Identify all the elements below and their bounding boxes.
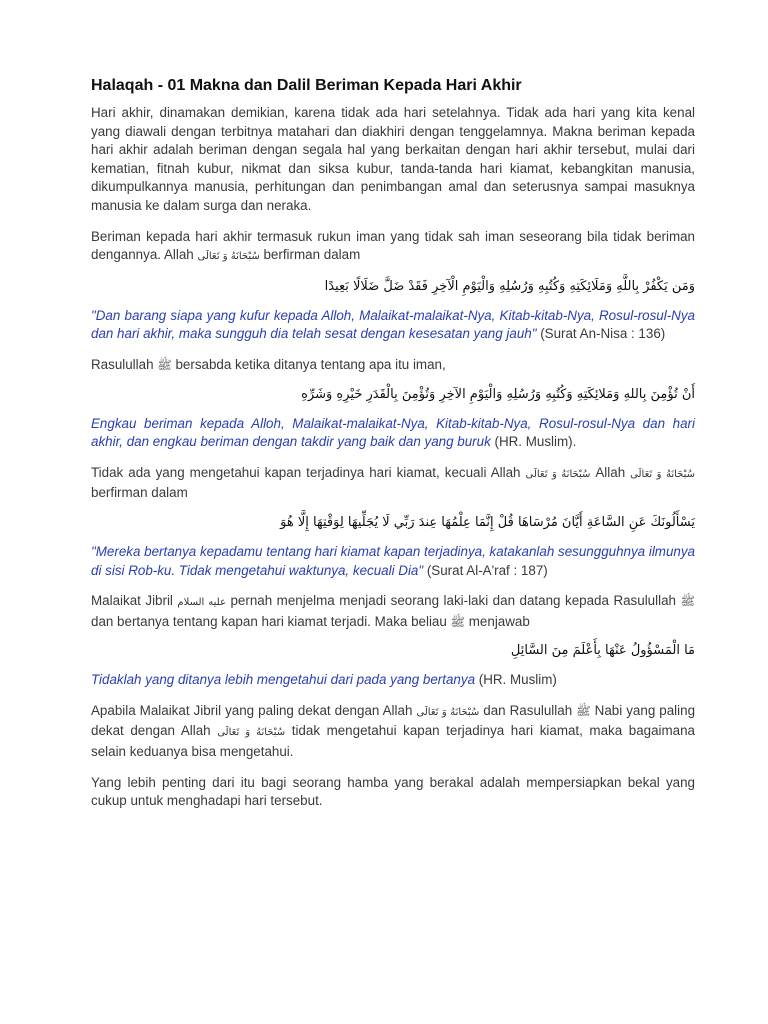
reference: (Surat Al-A'raf : 187): [423, 562, 548, 578]
swt-glyph: سُبْحَانَهُ وَ تَعَالَى: [197, 251, 260, 263]
translation-text: "Dan barang siapa yang kufur kepada Alloh, Malaikat-malaikat-Nya, Kitab-kitab-Nya, Rosul-rosul-Nya dan hari akhir, maka sungguh dia telah sesat dengan kesesatan yang jauh": [91, 307, 695, 342]
translation-hadith-jibril: [91, 671, 695, 690]
paragraph-rasulullah: [91, 356, 695, 375]
text: Apabila Malaikat Jibril yang paling dekat dengan Allah: [91, 702, 417, 718]
reference: (HR. Muslim).: [490, 434, 577, 450]
text: pernah menjelma menjadi seorang laki-laki dan datang kepada Rasulullah: [225, 593, 681, 609]
translation-al-araf: [91, 543, 695, 580]
text: berfirman dalam: [91, 485, 188, 501]
text: Nabi yang paling dekat dengan Allah: [91, 702, 696, 739]
paragraph-conclusion: Yang lebih penting dari itu bagi seorang hamba yang berakal adalah mempersiapkan bekal yang cukup untuk menghadapi hari tersebut.: [91, 774, 695, 809]
reference: (HR. Muslim): [475, 672, 557, 688]
paragraph-kiamat: [91, 464, 695, 503]
text: Beriman kepada hari akhir termasuk rukun iman yang tidak sah iman seseorang bila tidak beriman dengannya. Allah: [91, 228, 695, 263]
text: Allah: [590, 464, 631, 480]
document-page: [91, 76, 695, 811]
paragraph-apabila: [91, 702, 695, 762]
saw-glyph: ﷺ: [680, 594, 695, 609]
swt-glyph: سُبْحَانَهُ وَ تَعَالَى: [217, 727, 286, 739]
text: Rasulullah: [91, 356, 158, 372]
text: Tidak ada yang mengetahui kapan terjadinya hari kiamat, kecuali Allah: [91, 464, 526, 480]
as-glyph: عليه السلام: [177, 597, 226, 609]
translation-an-nisa: [91, 307, 695, 344]
arabic-hadith-jibril: مَا الْمَسْؤُولُ عَنْهَا بِأَعْلَمَ مِنَ السَّائِلِ: [510, 643, 695, 659]
paragraph-jibril: [91, 592, 695, 631]
translation-text: Engkau beriman kepada Alloh, Malaikat-malaikat-Nya, Kitab-kitab-Nya, Rosul-rosul-Nya dan hari akhir, dan engkau beriman dengan takdir yang baik dan yang buruk: [91, 415, 695, 450]
text: dan bertanya tentang kapan hari kiamat terjadi. Maka beliau: [91, 613, 451, 629]
text: berfirman dalam: [259, 247, 361, 263]
translation-text: "Mereka bertanya kepadamu tentang hari kiamat kapan terjadinya, katakanlah sesungguhnya ilmunya di sisi Rob-ku. Tidak mengetahui waktunya, kecuali Dia": [91, 543, 695, 578]
text: bersabda ketika ditanya tentang apa itu iman,: [171, 356, 446, 372]
arabic-ayah-al-araf: يَسْأَلُونَكَ عَنِ السَّاعَةِ أَيَّانَ مُرْسَاهَا قُلْ إِنَّمَا عِلْمُهَا عِندَ رَبِّي لَا يُجَلِّيهَا لِوَقْتِهَا إِلَّا هُوَ: [280, 514, 695, 530]
swt-glyph: سُبْحَانَهُ وَ تَعَالَى: [630, 468, 696, 480]
saw-glyph: ﷺ: [157, 357, 172, 372]
text: Malaikat Jibril: [91, 593, 178, 609]
paragraph-rukun-iman: [91, 228, 695, 267]
text: dan Rasulullah: [479, 702, 577, 718]
saw-glyph: ﷺ: [576, 703, 591, 718]
translation-hadith-iman: [91, 415, 695, 452]
reference: (Surat An-Nisa : 136): [536, 326, 666, 342]
swt-glyph: سُبْحَانَهُ وَ تَعَالَى: [525, 468, 591, 480]
arabic-hadith-iman: أَنْ تُؤْمِنَ بِاللهِ وَمَلائِكَتِهِ وَكُتُبِهِ وَرُسُلِهِ وَالْيَوْمِ الآخِرِ وَتُؤْمِنَ بِالْقَدَرِ خَيْرِهِ وَشَرِّهِ: [301, 386, 695, 402]
text: tidak mengetahui kapan terjadinya hari kiamat, maka bagaimana selain keduanya bisa mengetahui.: [91, 723, 696, 760]
text: menjawab: [465, 613, 530, 629]
saw-glyph: ﷺ: [450, 614, 466, 629]
page-title: Halaqah - 01 Makna dan Dalil Beriman Kepada Hari Akhir: [91, 77, 522, 94]
arabic-ayah-an-nisa: وَمَن يَكْفُرْ بِاللَّهِ وَمَلَائِكَتِهِ وَكُتُبِهِ وَرُسُلِهِ وَالْيَوْمِ الْآخِرِ فَقَدْ ضَلَّ ضَلَالًا بَعِيدًا: [324, 278, 695, 294]
swt-glyph: سُبْحَانَهُ وَ تَعَالَى: [416, 706, 480, 718]
paragraph-intro: Hari akhir, dinamakan demikian, karena tidak ada hari setelahnya. Tidak ada hari yang kita kenal yang diawali dengan terbitnya matahari dan diakhiri dengan tenggelamnya. Makna beriman kepada hari akhir adalah beriman dengan segala hal yang berkaitan dengan hari akhir tersebut, mulai dari kematian, fitnah kubur, nikmat dan siksa kubur, tanda-tanda hari kiamat, kebangkitan manusia, dikumpulkannya manusia, perhitungan dan penimbangan amal dan seterusnya sampai masuknya manusia ke dalam surga dan neraka.: [91, 105, 695, 213]
translation-text: Tidaklah yang ditanya lebih mengetahui dari pada yang bertanya: [91, 672, 476, 688]
